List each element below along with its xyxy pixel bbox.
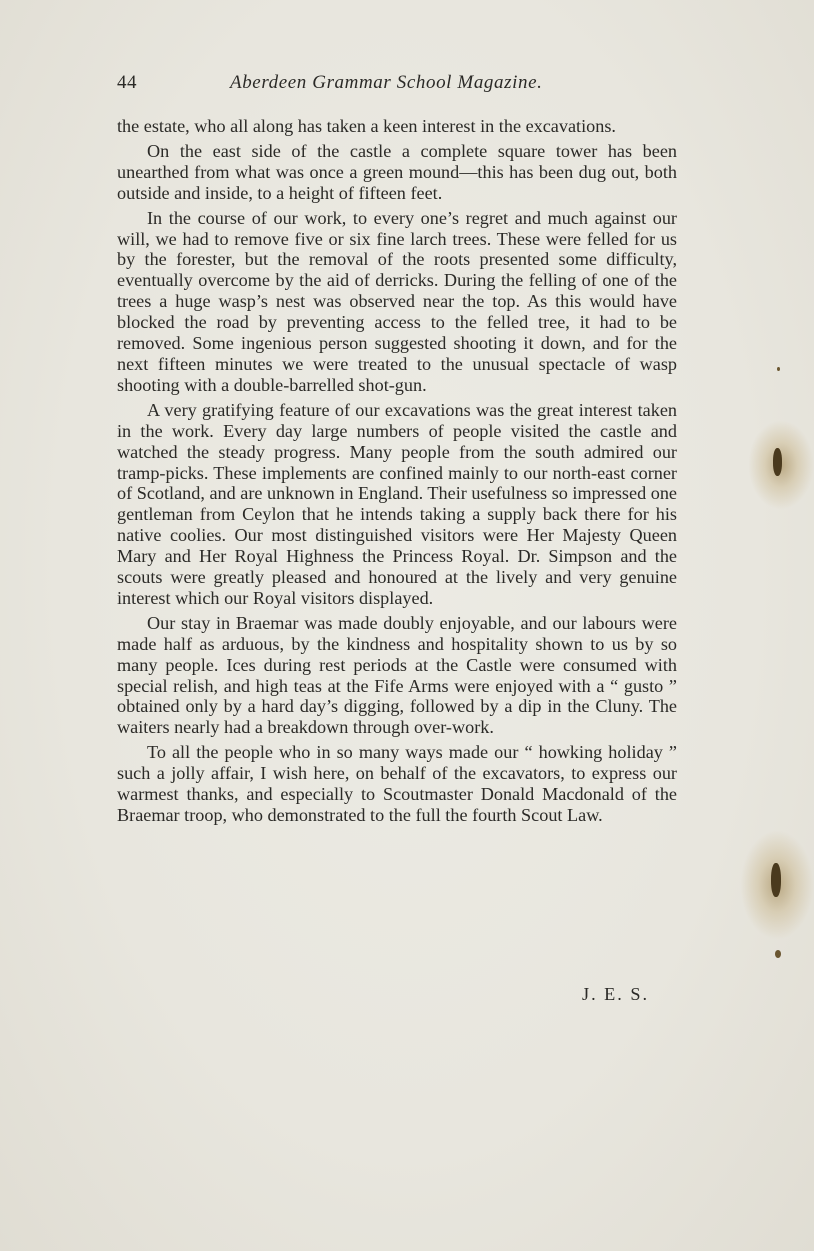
paragraph-thanks: To all the people who in so many ways made our “ howking holiday ” such a jolly affair, I wish here, on behalf of the excavators, to express our warmest thanks, and especially to Scoutmaster Donald Macdonald of the Braemar troop, who demonstrated to the full the fourth Scout Law. <box>117 742 677 825</box>
foxing-speck <box>777 367 780 371</box>
foxing-speck <box>775 950 781 958</box>
author-signature: J. E. S. <box>582 984 650 1004</box>
paragraph-tower: On the east side of the castle a complete square tower has been unearthed from what was once a green mound—this has been dug out, both outside and inside, to a height of fifteen feet. <box>117 140 677 203</box>
paragraph-continuation: the estate, who all along has taken a keen interest in the excavations. <box>117 116 616 136</box>
foxing-stain <box>748 420 814 510</box>
paragraph-braemar-stay: Our stay in Braemar was made doubly enjoyable, and our labours were made half as arduous, by the kindness and hospitality shown to us by so many people. Ices during rest periods at the Castle were consumed with special relish, and high teas at the Fife Arms were enjoyed with a “ gusto ” obtained only by a hard day’s digging, followed by a dip in the Cluny. The waiters nearly had a breakdown through over-work. <box>117 612 677 738</box>
paragraph-visitors: A very gratifying feature of our excavations was the great interest taken in the work. Every day large numbers of people visited the castle and watched the steady progress. Many people from the south admired our tramp-picks. These implements are confined mainly to our north-east corner of Scotland, and are unknown in England. Their usefulness so impressed one gentleman from Ceylon that he intends taking a supply back there for his native coolies. Our most distinguished visitors were Her Majesty Queen Mary and Her Royal Highness the Princess Royal. Dr. Simpson and the scouts were greatly pleased and honoured at the lively and very genuine interest which our Royal visitors displayed. <box>117 399 677 608</box>
foxing-stain-core <box>773 448 782 476</box>
foxing-stain-core <box>771 863 781 897</box>
page-header <box>117 72 677 98</box>
paragraph-larch-trees: In the course of our work, to every one’s regret and much against our will, we had to remove five or six fine larch trees. These were felled for us by the forester, but the removal of the roots presented some difficulty, eventually overcome by the aid of derricks. During the felling of one of the trees a huge wasp’s nest was observed near the top. As this would have blocked the road by preventing access to the felled tree, it had to be removed. Some ingenious person suggested shooting it down, and for the next fifteen minutes we were treated to the unusual spectacle of wasp shooting with a double-barrelled shot-gun. <box>117 207 677 395</box>
article-body <box>117 116 677 830</box>
running-title: Aberdeen Grammar School Magazine. <box>230 72 543 93</box>
foxing-stain <box>740 830 814 940</box>
page-number: 44 <box>117 72 137 93</box>
